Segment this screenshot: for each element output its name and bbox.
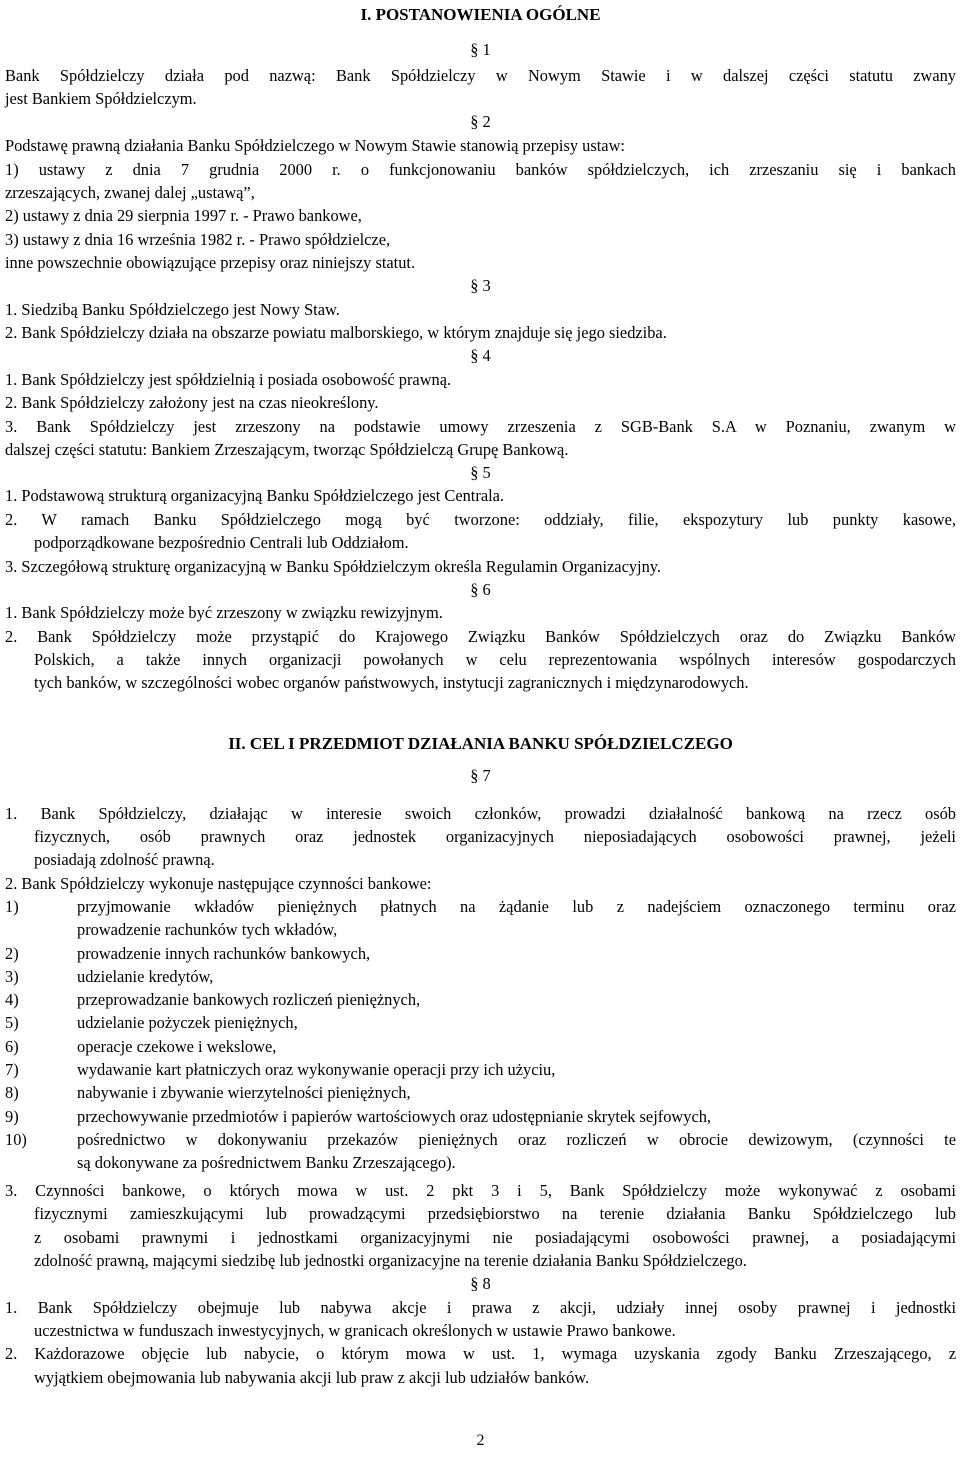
list-item-number: 8) <box>5 1083 19 1102</box>
page-number: 2 <box>476 1432 485 1449</box>
list-item-number: 2) <box>5 944 19 963</box>
section-title: II. CEL I PRZEDMIOT DZIAŁANIA BANKU SPÓŁDZIELCZEGO <box>228 734 733 753</box>
text-line: 2. Bank Spółdzielczy może przystąpić do Krajowego Związku Banków Spółdzielczych oraz do Związku Banków <box>5 627 956 646</box>
text-line: 3. Szczegółową strukturę organizacyjną w Banku Spółdzielczym określa Regulamin Organizacyjny. <box>5 557 662 576</box>
list-item-number: 10) <box>5 1130 27 1149</box>
list-item-text: przechowywanie przedmiotów i papierów wartościowych oraz udostępnianie skrytek sejfowych, <box>77 1107 712 1126</box>
paragraph-mark: § 7 <box>470 766 491 785</box>
text-line: 1. Bank Spółdzielczy jest spółdzielnią i posiada osobowość prawną. <box>5 370 452 389</box>
list-item-text: udzielanie pożyczek pieniężnych, <box>77 1013 298 1032</box>
list-item-text: prowadzenie innych rachunków bankowych, <box>77 944 371 963</box>
list-item-number: 5) <box>5 1013 19 1032</box>
list-item-text: przyjmowanie wkładów pieniężnych płatnych na żądanie lub z nadejściem oznaczonego terminu oraz <box>77 897 956 916</box>
text-line: fizycznymi zamieszkującymi lub prowadzącymi przedsiębiorstwo na terenie działania Banku Spółdzielczego lub <box>34 1204 956 1223</box>
list-item-text: operacje czekowe i wekslowe, <box>77 1037 277 1056</box>
list-item-text: wydawanie kart płatniczych oraz wykonywanie operacji przy ich użyciu, <box>77 1060 556 1079</box>
text-line: dalszej części statutu: Bankiem Zrzeszającym, tworząc Spółdzielczą Grupę Bankową. <box>5 440 569 459</box>
text-line: z osobami prawnymi i jednostkami organizacyjnymi nie posiadającymi osobowości prawnej, a posiadającymi <box>34 1228 956 1247</box>
text-line: zrzeszających, zwanej dalej „ustawą”, <box>5 183 255 202</box>
list-item-text: są dokonywane za pośrednictwem Banku Zrzeszającego). <box>77 1153 456 1172</box>
section-title: I. POSTANOWIENIA OGÓLNE <box>360 5 601 24</box>
text-line: 2) ustawy z dnia 29 sierpnia 1997 r. - Prawo bankowe, <box>5 206 362 225</box>
paragraph-mark: § 2 <box>470 112 491 131</box>
text-line: 3. Bank Spółdzielczy jest zrzeszony na podstawie umowy zrzeszenia z SGB-Bank S.A w Poznaniu, zwanym w <box>5 417 956 436</box>
paragraph-mark: § 5 <box>470 463 491 482</box>
list-item-number: 6) <box>5 1037 19 1056</box>
paragraph-mark: § 8 <box>470 1274 491 1293</box>
text-line: 2. W ramach Banku Spółdzielczego mogą być tworzone: oddziały, filie, ekspozytury lub punkty kasowe, <box>5 510 956 529</box>
paragraph-mark: § 3 <box>470 276 491 295</box>
list-item-number: 1) <box>5 897 19 916</box>
text-line: podporządkowane bezpośrednio Centrali lub Oddziałom. <box>34 533 409 552</box>
text-line: fizycznych, osób prawnych oraz jednostek organizacyjnych nieposiadających osobowości prawnej, jeżeli <box>34 827 956 846</box>
text-line: uczestnictwa w funduszach inwestycyjnych, w granicach określonych w ustawie Prawo bankowe. <box>34 1321 676 1340</box>
text-line: 1. Siedzibą Banku Spółdzielczego jest Nowy Staw. <box>5 300 340 319</box>
list-item-number: 3) <box>5 967 19 986</box>
text-line: 1. Bank Spółdzielczy, działając w interesie swoich członków, prowadzi działalność bankową na rzecz osób <box>5 804 956 823</box>
text-line: 1) ustawy z dnia 7 grudnia 2000 r. o funkcjonowaniu banków spółdzielczych, ich zrzeszaniu się i bankach <box>5 160 956 179</box>
text-line: 2. Bank Spółdzielczy założony jest na czas nieokreślony. <box>5 393 379 412</box>
text-line: jest Bankiem Spółdzielczym. <box>5 89 197 108</box>
text-line: 2. Bank Spółdzielczy wykonuje następujące czynności bankowe: <box>5 874 432 893</box>
text-line: 2. Bank Spółdzielczy działa na obszarze powiatu malborskiego, w którym znajduje się jego siedziba. <box>5 323 667 342</box>
text-line: zdolność prawną, mającymi siedzibę lub jednostki organizacyjne na terenie działania Banku Spółdzielczego. <box>34 1251 747 1270</box>
list-item-text: pośrednictwo w dokonywaniu przekazów pieniężnych oraz rozliczeń w obrocie dewizowym, (czynności te <box>77 1130 956 1149</box>
list-item-number: 7) <box>5 1060 19 1079</box>
text-line: Bank Spółdzielczy działa pod nazwą: Bank Spółdzielczy w Nowym Stawie i w dalszej części statutu zwany <box>5 66 956 85</box>
list-item-text: prowadzenie rachunków tych wkładów, <box>77 920 338 939</box>
text-line: inne powszechnie obowiązujące przepisy oraz niniejszy statut. <box>5 253 416 272</box>
text-line: Polskich, a także innych organizacji powołanych w celu reprezentowania wspólnych interesów gospodarczych <box>34 650 956 669</box>
list-item-number: 4) <box>5 990 19 1009</box>
list-item-text: nabywanie i zbywanie wierzytelności pieniężnych, <box>77 1083 411 1102</box>
text-line: wyjątkiem obejmowania lub nabywania akcji lub praw z akcji lub udziałów banków. <box>34 1368 590 1387</box>
text-line: 1. Podstawową strukturą organizacyjną Banku Spółdzielczego jest Centrala. <box>5 486 505 505</box>
list-item-number: 9) <box>5 1107 19 1126</box>
text-line: posiadają zdolność prawną. <box>34 850 215 869</box>
paragraph-mark: § 4 <box>470 346 491 365</box>
text-line: 1. Bank Spółdzielczy obejmuje lub nabywa akcje i prawa z akcji, udziały innej osoby prawnej i jednostki <box>5 1298 956 1317</box>
text-line: 2. Każdorazowe objęcie lub nabycie, o którym mowa w ust. 1, wymaga uzyskania zgody Banku Zrzeszającego, z <box>5 1344 956 1363</box>
text-line: 3. Czynności bankowe, o których mowa w ust. 2 pkt 3 i 5, Bank Spółdzielczy może wykonywać z osobami <box>5 1181 956 1200</box>
text-line: 3) ustawy z dnia 16 września 1982 r. - Prawo spółdzielcze, <box>5 230 391 249</box>
paragraph-mark: § 1 <box>470 40 491 59</box>
list-item-text: przeprowadzanie bankowych rozliczeń pieniężnych, <box>77 990 421 1009</box>
text-line: Podstawę prawną działania Banku Spółdzielczego w Nowym Stawie stanowią przepisy ustaw: <box>5 136 625 155</box>
text-line: 1. Bank Spółdzielczy może być zrzeszony w związku rewizyjnym. <box>5 603 443 622</box>
text-line: tych banków, w szczególności wobec organów państwowych, instytucji zagranicznych i międzynarodowych. <box>34 673 749 692</box>
list-item-text: udzielanie kredytów, <box>77 967 214 986</box>
paragraph-mark: § 6 <box>470 580 491 599</box>
